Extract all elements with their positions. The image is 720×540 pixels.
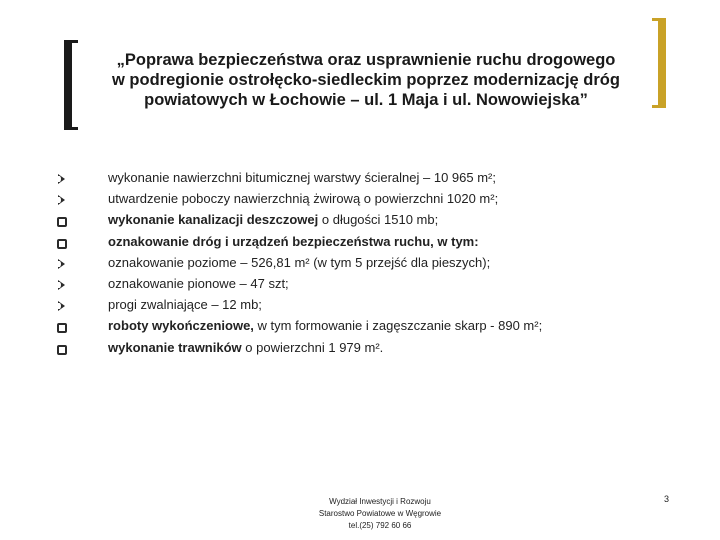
plain-text: wykonanie nawierzchni bitumicznej warstwy ścieralnej – 10 965 m²; — [108, 170, 497, 185]
list-item-text — [108, 189, 498, 209]
list-item-text — [108, 295, 262, 315]
left-bracket-decoration — [64, 40, 78, 130]
list-item-text — [108, 274, 289, 294]
title-line-2: w podregionie ostrołęcko-siedleckim poprzez modernizację dróg — [112, 71, 620, 89]
title-line-1: „Poprawa bezpieczeństwa oraz usprawnienie ruchu drogowego — [116, 51, 616, 69]
list-item — [56, 338, 676, 359]
square-icon — [56, 232, 108, 252]
plain-text: w tym formowanie i zagęszczanie skarp - 890 m²; — [253, 318, 543, 334]
footer-phone: tel.(25) 792 60 66 — [348, 521, 412, 530]
arrow-icon — [56, 189, 108, 209]
plain-text: oznakowanie pionowe – 47 szt; — [108, 275, 289, 291]
square-icon — [56, 338, 108, 358]
list-item — [56, 295, 676, 316]
slide-title — [88, 50, 644, 110]
list-item — [56, 232, 676, 253]
list-item — [56, 274, 676, 295]
bold-text: oznakowanie dróg i urządzeń bezpieczeństwa ruchu, w tym: — [108, 233, 479, 249]
right-bracket-decoration — [652, 18, 666, 108]
list-item — [56, 253, 676, 274]
list-item-text — [108, 210, 438, 230]
arrow-icon — [56, 168, 108, 188]
square-icon — [56, 316, 108, 336]
footer-department: Wydział Inwestycji i Rozwoju — [329, 497, 431, 506]
plain-text: oznakowanie poziome – 526,81 m² (w tym 5 przejść dla pieszych); — [108, 254, 491, 270]
footer-office: Starostwo Powiatowe w Węgrowie — [318, 509, 442, 518]
arrow-icon — [56, 295, 108, 315]
list-item-text — [108, 316, 542, 336]
list-item — [56, 189, 676, 210]
bullet-list — [56, 168, 676, 359]
plain-text: o długości 1510 mb; — [318, 212, 439, 228]
bold-text: wykonanie trawników — [108, 339, 242, 355]
list-item — [56, 210, 676, 231]
list-item-text — [108, 168, 496, 188]
arrow-icon — [56, 274, 108, 294]
list-item-text — [108, 338, 383, 358]
arrow-icon — [56, 253, 108, 273]
plain-text: utwardzenie poboczy nawierzchnią żwirową o powierzchni 1020 m²; — [108, 191, 499, 207]
title-line-3: powiatowych w Łochowie – ul. 1 Maja i ul. Nowowiejska” — [144, 91, 588, 109]
plain-text: progi zwalniające – 12 mb; — [108, 297, 262, 313]
page-number: 3 — [664, 494, 670, 504]
list-item-text — [108, 253, 490, 273]
footer — [290, 496, 470, 532]
plain-text: o powierzchni 1 979 m². — [241, 339, 384, 355]
list-item — [56, 316, 676, 337]
bold-text: wykonanie kanalizacji deszczowej — [108, 212, 319, 228]
list-item-text — [108, 232, 479, 252]
list-item — [56, 168, 676, 189]
square-icon — [56, 210, 108, 230]
bold-text: roboty wykończeniowe, — [108, 318, 254, 334]
